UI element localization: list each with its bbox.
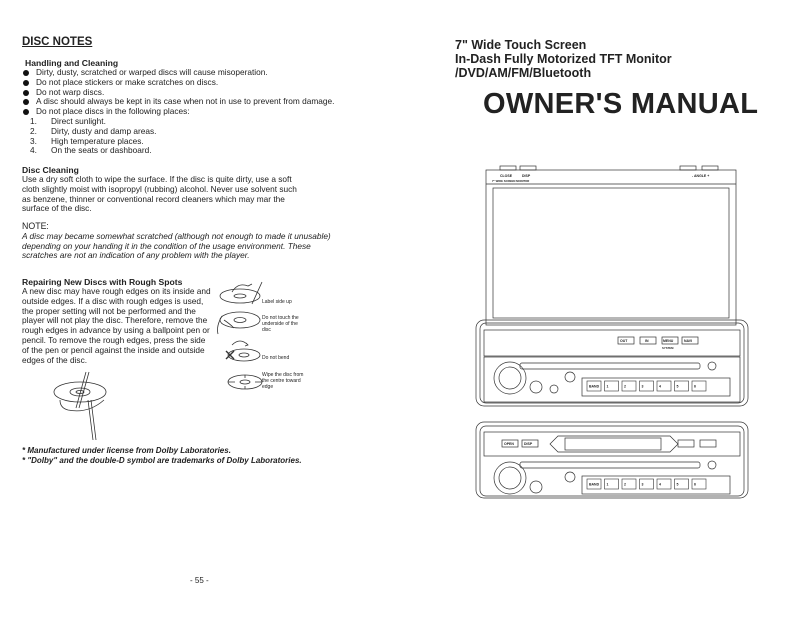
angle-label: - ANGLE + bbox=[692, 174, 710, 178]
note-title: NOTE: bbox=[22, 221, 49, 231]
repair-title: Repairing New Discs with Rough Spots bbox=[22, 277, 183, 287]
bullet-item: Do not place discs in the following places: bbox=[22, 107, 402, 117]
product-title bbox=[455, 38, 672, 80]
handling-title: Handling and Cleaning bbox=[25, 58, 119, 68]
bullet-item: Dirty, dusty, scratched or warped discs will cause misoperation. bbox=[22, 68, 402, 78]
head-unit-illustration bbox=[470, 160, 752, 500]
places-list bbox=[22, 117, 156, 156]
note-section bbox=[22, 222, 334, 261]
item-text: Direct sunlight. bbox=[51, 116, 106, 126]
do-not-touch-icon bbox=[218, 312, 261, 334]
preset-label: 4 bbox=[659, 384, 661, 389]
place-item bbox=[22, 146, 156, 156]
manual-title: OWNER'S MANUAL bbox=[483, 88, 759, 120]
bullet-item: A disc should always be kept in its case when not in use to prevent from damage. bbox=[22, 97, 402, 107]
handling-bullets bbox=[22, 68, 402, 117]
caption-wipe-disc: Wipe the disc from the centre toward edge bbox=[262, 372, 304, 390]
preset-label: 4 bbox=[659, 482, 661, 487]
footnotes bbox=[22, 446, 302, 466]
monitor-screen bbox=[493, 188, 729, 318]
item-number: 3. bbox=[30, 135, 37, 146]
item-text: On the seats or dashboard. bbox=[51, 145, 152, 156]
preset-label: 5 bbox=[676, 384, 679, 389]
disp-label: DISP bbox=[522, 174, 531, 178]
preset-label: 6 bbox=[694, 482, 696, 487]
navi-label: NAVI bbox=[684, 339, 693, 343]
item-number: 2. bbox=[30, 125, 37, 136]
title-line: 7" Wide Touch Screen bbox=[455, 38, 587, 52]
preset-label: BAND bbox=[589, 384, 600, 389]
preset-label: 5 bbox=[676, 482, 679, 487]
repair-section bbox=[22, 277, 214, 365]
preset-label: 2 bbox=[624, 482, 626, 487]
out-label: OUT bbox=[620, 339, 628, 343]
cleaning-section bbox=[22, 165, 302, 214]
caption-label-side-up: Label side up bbox=[262, 299, 292, 305]
preset-label: BAND bbox=[589, 482, 600, 487]
item-text: Dirty, dusty and damp areas. bbox=[51, 125, 157, 136]
note-body: A disc may became somewhat scratched (although not enough to made it unusable) depending on your handing it in the condition of the usage environment. These scratches are not an indication of any problem with the player. bbox=[22, 230, 331, 261]
do-not-bend-icon bbox=[226, 341, 260, 361]
item-text: High temperature places. bbox=[51, 135, 144, 146]
disp-label-lower: DISP bbox=[524, 442, 533, 446]
caption-do-not-touch: Do not touch the underside of the disc bbox=[262, 315, 299, 333]
preset-label: 6 bbox=[694, 384, 696, 389]
caption-do-not-bend: Do not bend bbox=[262, 355, 290, 361]
cleaning-title: Disc Cleaning bbox=[22, 165, 79, 175]
preset-buttons bbox=[587, 381, 706, 489]
cleaning-body: Use a dry soft cloth to wipe the surface. If the disc is quite dirty, use a soft cloth slightly moist with isopropyl (rubbing) alcohol. Never use solvent such as benzene, thinner or conventional record cleaners which may mar the surface of the disc. bbox=[22, 174, 297, 214]
title-line: In-Dash Fully Motorized TFT Monitor bbox=[455, 52, 672, 66]
preset-label: 3 bbox=[641, 482, 644, 487]
monitor-label: 7" WIDE SCREEN MONITOR bbox=[492, 179, 530, 183]
monitor-frame bbox=[486, 170, 736, 325]
preset-label: 2 bbox=[624, 384, 626, 389]
menu-label: MENU bbox=[663, 339, 674, 343]
open-label: OPEN bbox=[504, 442, 514, 446]
preset-label: 1 bbox=[606, 482, 609, 487]
preset-label: 1 bbox=[606, 384, 609, 389]
in-label: IN bbox=[645, 339, 649, 343]
section-heading: DISC NOTES bbox=[22, 36, 93, 48]
label-side-up-icon bbox=[220, 282, 262, 304]
footnote: * "Dolby" and the double-D symbol are trademarks of Dolby Laboratories. bbox=[22, 456, 302, 465]
footnote: * Manufactured under license from Dolby Laboratories. bbox=[22, 446, 231, 455]
item-number: 1. bbox=[30, 116, 37, 126]
bullet-item: Do not place stickers or make scratches on discs. bbox=[22, 78, 402, 88]
wipe-disc-icon bbox=[228, 375, 262, 389]
title-line: /DVD/AM/FM/Bluetooth bbox=[455, 66, 592, 80]
item-number: 4. bbox=[30, 145, 37, 156]
repair-body: A new disc may have rough edges on its inside and outside edges. If a disc with rough edges is used, the proper setting will not be performed and the player will not play the disc. Therefore, remove the rough edges in advance by using a ballpoint pen or pencil. To remove the rough edges, press the side of the pen or pencil against the inside and outside edges of the disc. bbox=[22, 286, 211, 365]
pen-on-disc-illustration bbox=[50, 370, 110, 442]
bullet-item: Do not warp discs. bbox=[22, 88, 402, 98]
close-label: CLOSE bbox=[500, 174, 513, 178]
page-number: - 55 - bbox=[190, 576, 209, 585]
system-label: SYSTEM bbox=[662, 346, 674, 350]
preset-label: 3 bbox=[641, 384, 644, 389]
